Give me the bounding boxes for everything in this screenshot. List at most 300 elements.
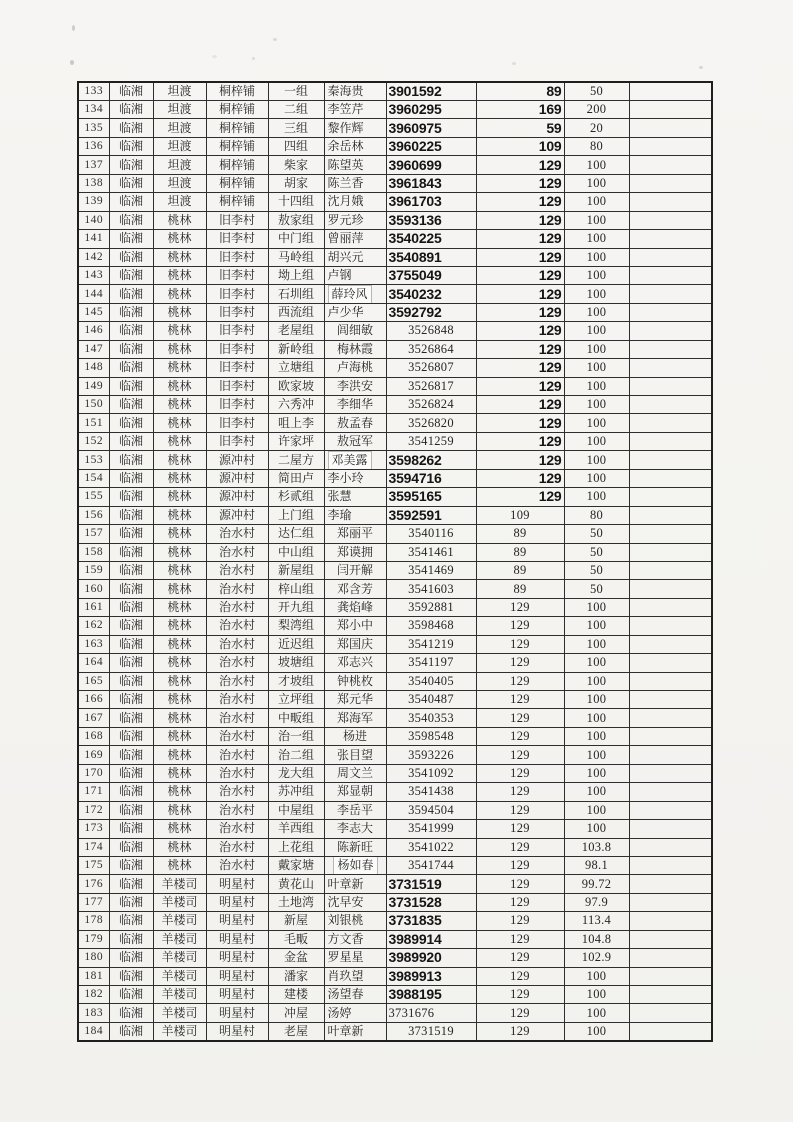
cell-group: 新屋 bbox=[268, 912, 324, 930]
cell-index: 154 bbox=[78, 469, 109, 487]
cell-amount2: 100 bbox=[564, 174, 629, 192]
cell-phone: 3598468 bbox=[386, 617, 476, 635]
cell-amount2: 50 bbox=[564, 543, 629, 561]
cell-county: 临湘 bbox=[109, 1004, 153, 1022]
cell-amount1: 89 bbox=[476, 561, 564, 579]
cell-county: 临湘 bbox=[109, 561, 153, 579]
cell-amount2: 100 bbox=[564, 617, 629, 635]
cell-town: 羊楼司 bbox=[153, 912, 206, 930]
cell-amount1: 129 bbox=[476, 414, 564, 432]
table-row bbox=[78, 801, 712, 819]
cell-village: 治水村 bbox=[206, 801, 268, 819]
cell-name: 秦海贵 bbox=[324, 82, 386, 101]
table-row bbox=[78, 469, 712, 487]
cell-empty bbox=[629, 764, 712, 782]
cell-group: 简田卢 bbox=[268, 469, 324, 487]
cell-county: 临湘 bbox=[109, 709, 153, 727]
cell-empty bbox=[629, 414, 712, 432]
cell-phone: 3960225 bbox=[386, 137, 476, 155]
cell-county: 临湘 bbox=[109, 193, 153, 211]
table-row bbox=[78, 543, 712, 561]
cell-name: 李岳平 bbox=[324, 801, 386, 819]
cell-county: 临湘 bbox=[109, 414, 153, 432]
cell-amount2: 102.9 bbox=[564, 949, 629, 967]
cell-group: 毛畈 bbox=[268, 930, 324, 948]
cell-phone: 3595165 bbox=[386, 488, 476, 506]
table-row bbox=[78, 396, 712, 414]
cell-phone: 3541999 bbox=[386, 820, 476, 838]
table-row bbox=[78, 248, 712, 266]
cell-amount2: 50 bbox=[564, 561, 629, 579]
cell-group: 中畈组 bbox=[268, 709, 324, 727]
cell-phone: 3961703 bbox=[386, 193, 476, 211]
cell-index: 146 bbox=[78, 322, 109, 340]
cell-town: 坦渡 bbox=[153, 119, 206, 137]
cell-group: 敖家组 bbox=[268, 211, 324, 229]
cell-empty bbox=[629, 506, 712, 524]
cell-village: 桐梓铺 bbox=[206, 174, 268, 192]
cell-group: 马岭组 bbox=[268, 248, 324, 266]
cell-town: 桃林 bbox=[153, 838, 206, 856]
cell-county: 临湘 bbox=[109, 488, 153, 506]
cell-name: 李细华 bbox=[324, 396, 386, 414]
cell-phone: 3731676 bbox=[386, 1004, 476, 1022]
cell-group: 上花组 bbox=[268, 838, 324, 856]
cell-phone: 3960975 bbox=[386, 119, 476, 137]
cell-amount1: 129 bbox=[476, 1022, 564, 1041]
cell-index: 172 bbox=[78, 801, 109, 819]
cell-county: 临湘 bbox=[109, 967, 153, 985]
cell-village: 旧李村 bbox=[206, 377, 268, 395]
cell-amount1: 129 bbox=[476, 746, 564, 764]
cell-amount2: 100 bbox=[564, 986, 629, 1004]
cell-amount1: 129 bbox=[476, 396, 564, 414]
cell-amount1: 129 bbox=[476, 340, 564, 358]
cell-index: 173 bbox=[78, 820, 109, 838]
cell-index: 162 bbox=[78, 617, 109, 635]
table-row bbox=[78, 635, 712, 653]
cell-amount2: 100 bbox=[564, 967, 629, 985]
cell-empty bbox=[629, 930, 712, 948]
cell-village: 旧李村 bbox=[206, 211, 268, 229]
table-row bbox=[78, 617, 712, 635]
cell-phone: 3526848 bbox=[386, 322, 476, 340]
cell-village: 治水村 bbox=[206, 856, 268, 874]
cell-amount2: 100 bbox=[564, 635, 629, 653]
cell-town: 羊楼司 bbox=[153, 949, 206, 967]
cell-index: 155 bbox=[78, 488, 109, 506]
cell-group: 龙大组 bbox=[268, 764, 324, 782]
cell-group: 金盆 bbox=[268, 949, 324, 967]
cell-empty bbox=[629, 359, 712, 377]
cell-phone: 3755049 bbox=[386, 266, 476, 284]
cell-name: 黎作辉 bbox=[324, 119, 386, 137]
table-row bbox=[78, 322, 712, 340]
cell-empty bbox=[629, 137, 712, 155]
cell-village: 治水村 bbox=[206, 764, 268, 782]
cell-amount1: 129 bbox=[476, 967, 564, 985]
cell-amount2: 100 bbox=[564, 746, 629, 764]
cell-county: 临湘 bbox=[109, 82, 153, 101]
cell-amount2: 100 bbox=[564, 156, 629, 174]
cell-county: 临湘 bbox=[109, 211, 153, 229]
cell-county: 临湘 bbox=[109, 174, 153, 192]
cell-village: 治水村 bbox=[206, 691, 268, 709]
cell-town: 桃林 bbox=[153, 561, 206, 579]
cell-index: 153 bbox=[78, 451, 109, 469]
cell-phone: 3540353 bbox=[386, 709, 476, 727]
cell-amount1: 89 bbox=[476, 580, 564, 598]
cell-phone: 3731835 bbox=[386, 912, 476, 930]
cell-town: 桃林 bbox=[153, 635, 206, 653]
cell-name: 敖孟春 bbox=[324, 414, 386, 432]
cell-empty bbox=[629, 543, 712, 561]
cell-phone: 3592792 bbox=[386, 303, 476, 321]
cell-group: 二组 bbox=[268, 101, 324, 119]
cell-town: 坦渡 bbox=[153, 82, 206, 101]
table-row bbox=[78, 193, 712, 211]
cell-name: 叶章新 bbox=[324, 1022, 386, 1041]
cell-group: 开九组 bbox=[268, 598, 324, 616]
cell-empty bbox=[629, 174, 712, 192]
cell-county: 临湘 bbox=[109, 469, 153, 487]
cell-town: 桃林 bbox=[153, 451, 206, 469]
cell-amount1: 129 bbox=[476, 949, 564, 967]
cell-village: 旧李村 bbox=[206, 230, 268, 248]
cell-amount2: 100 bbox=[564, 414, 629, 432]
cell-group: 四组 bbox=[268, 137, 324, 155]
cell-empty bbox=[629, 598, 712, 616]
cell-index: 148 bbox=[78, 359, 109, 377]
cell-group: 中屋组 bbox=[268, 801, 324, 819]
table-row bbox=[78, 506, 712, 524]
cell-empty bbox=[629, 451, 712, 469]
cell-empty bbox=[629, 912, 712, 930]
cell-town: 桃林 bbox=[153, 783, 206, 801]
cell-group: 老屋组 bbox=[268, 322, 324, 340]
cell-name: 邓含芳 bbox=[324, 580, 386, 598]
cell-village: 旧李村 bbox=[206, 359, 268, 377]
cell-amount2: 100 bbox=[564, 211, 629, 229]
cell-index: 149 bbox=[78, 377, 109, 395]
cell-empty bbox=[629, 432, 712, 450]
cell-amount1: 129 bbox=[476, 617, 564, 635]
cell-county: 临湘 bbox=[109, 119, 153, 137]
cell-index: 135 bbox=[78, 119, 109, 137]
cell-group: 梓山组 bbox=[268, 580, 324, 598]
cell-name: 余岳林 bbox=[324, 137, 386, 155]
cell-county: 临湘 bbox=[109, 359, 153, 377]
cell-group: 杉贰组 bbox=[268, 488, 324, 506]
cell-village: 源冲村 bbox=[206, 488, 268, 506]
cell-county: 临湘 bbox=[109, 101, 153, 119]
cell-amount2: 100 bbox=[564, 691, 629, 709]
cell-county: 临湘 bbox=[109, 783, 153, 801]
cell-town: 桃林 bbox=[153, 654, 206, 672]
cell-county: 临湘 bbox=[109, 580, 153, 598]
highlighted-name: 薛玲风 bbox=[329, 286, 371, 303]
cell-phone: 3541603 bbox=[386, 580, 476, 598]
cell-amount1: 129 bbox=[476, 193, 564, 211]
cell-group: 新屋组 bbox=[268, 561, 324, 579]
table-row bbox=[78, 820, 712, 838]
cell-group: 立塘组 bbox=[268, 359, 324, 377]
cell-amount1: 129 bbox=[476, 266, 564, 284]
cell-name: 杨进 bbox=[324, 727, 386, 745]
cell-amount1: 129 bbox=[476, 174, 564, 192]
cell-amount2: 100 bbox=[564, 1004, 629, 1022]
cell-empty bbox=[629, 727, 712, 745]
cell-amount2: 50 bbox=[564, 82, 629, 101]
cell-town: 桃林 bbox=[153, 820, 206, 838]
cell-amount1: 129 bbox=[476, 377, 564, 395]
cell-empty bbox=[629, 875, 712, 893]
cell-name: 陈新旺 bbox=[324, 838, 386, 856]
cell-amount2: 50 bbox=[564, 580, 629, 598]
table-row bbox=[78, 967, 712, 985]
cell-phone: 3541469 bbox=[386, 561, 476, 579]
cell-amount2: 100 bbox=[564, 248, 629, 266]
cell-phone: 3526864 bbox=[386, 340, 476, 358]
cell-empty bbox=[629, 635, 712, 653]
cell-county: 临湘 bbox=[109, 1022, 153, 1041]
cell-index: 143 bbox=[78, 266, 109, 284]
cell-county: 临湘 bbox=[109, 377, 153, 395]
cell-index: 138 bbox=[78, 174, 109, 192]
cell-empty bbox=[629, 377, 712, 395]
cell-town: 桃林 bbox=[153, 266, 206, 284]
cell-empty bbox=[629, 101, 712, 119]
cell-index: 174 bbox=[78, 838, 109, 856]
cell-empty bbox=[629, 396, 712, 414]
table-row bbox=[78, 340, 712, 358]
cell-amount1: 129 bbox=[476, 230, 564, 248]
cell-village: 明星村 bbox=[206, 893, 268, 911]
cell-empty bbox=[629, 248, 712, 266]
cell-village: 治水村 bbox=[206, 598, 268, 616]
cell-phone: 3541461 bbox=[386, 543, 476, 561]
cell-phone: 3526824 bbox=[386, 396, 476, 414]
cell-county: 临湘 bbox=[109, 930, 153, 948]
cell-name: 李洪安 bbox=[324, 377, 386, 395]
cell-index: 164 bbox=[78, 654, 109, 672]
cell-village: 旧李村 bbox=[206, 340, 268, 358]
cell-empty bbox=[629, 82, 712, 101]
cell-index: 175 bbox=[78, 856, 109, 874]
cell-town: 桃林 bbox=[153, 764, 206, 782]
cell-index: 140 bbox=[78, 211, 109, 229]
cell-empty bbox=[629, 1004, 712, 1022]
table-row bbox=[78, 266, 712, 284]
cell-index: 139 bbox=[78, 193, 109, 211]
cell-village: 明星村 bbox=[206, 912, 268, 930]
cell-amount1: 89 bbox=[476, 82, 564, 101]
cell-amount2: 100 bbox=[564, 672, 629, 690]
cell-group: 苏冲组 bbox=[268, 783, 324, 801]
cell-group: 三组 bbox=[268, 119, 324, 137]
cell-amount1: 169 bbox=[476, 101, 564, 119]
cell-name: 周文兰 bbox=[324, 764, 386, 782]
cell-index: 183 bbox=[78, 1004, 109, 1022]
cell-amount2: 200 bbox=[564, 101, 629, 119]
cell-group: 黄花山 bbox=[268, 875, 324, 893]
cell-group: 二屋方 bbox=[268, 451, 324, 469]
cell-empty bbox=[629, 967, 712, 985]
cell-index: 142 bbox=[78, 248, 109, 266]
cell-group: 建楼 bbox=[268, 986, 324, 1004]
cell-village: 源冲村 bbox=[206, 451, 268, 469]
table-row bbox=[78, 525, 712, 543]
cell-name: 敖冠军 bbox=[324, 432, 386, 450]
cell-index: 150 bbox=[78, 396, 109, 414]
cell-phone: 3540891 bbox=[386, 248, 476, 266]
cell-amount1: 129 bbox=[476, 211, 564, 229]
table-row bbox=[78, 893, 712, 911]
cell-village: 明星村 bbox=[206, 949, 268, 967]
cell-village: 桐梓铺 bbox=[206, 156, 268, 174]
cell-group: 柴家 bbox=[268, 156, 324, 174]
table-row bbox=[78, 285, 712, 303]
cell-village: 旧李村 bbox=[206, 322, 268, 340]
scan-smudge bbox=[273, 38, 277, 41]
cell-amount1: 129 bbox=[476, 912, 564, 930]
cell-empty bbox=[629, 654, 712, 672]
cell-name: 郑元华 bbox=[324, 691, 386, 709]
cell-name: 刘银桃 bbox=[324, 912, 386, 930]
table-row bbox=[78, 82, 712, 101]
cell-empty bbox=[629, 193, 712, 211]
cell-name: 曾丽萍 bbox=[324, 230, 386, 248]
cell-group: 西流组 bbox=[268, 303, 324, 321]
cell-empty bbox=[629, 691, 712, 709]
cell-phone: 3541219 bbox=[386, 635, 476, 653]
cell-group: 上门组 bbox=[268, 506, 324, 524]
cell-village: 治水村 bbox=[206, 727, 268, 745]
cell-empty bbox=[629, 561, 712, 579]
cell-amount1: 129 bbox=[476, 672, 564, 690]
cell-phone: 3901592 bbox=[386, 82, 476, 101]
cell-village: 源冲村 bbox=[206, 469, 268, 487]
cell-county: 临湘 bbox=[109, 322, 153, 340]
cell-index: 152 bbox=[78, 432, 109, 450]
cell-county: 临湘 bbox=[109, 727, 153, 745]
table-row bbox=[78, 156, 712, 174]
cell-amount2: 100 bbox=[564, 285, 629, 303]
cell-phone: 3594504 bbox=[386, 801, 476, 819]
scanned-sheet bbox=[77, 81, 713, 1042]
cell-amount2: 113.4 bbox=[564, 912, 629, 930]
cell-index: 151 bbox=[78, 414, 109, 432]
cell-name: 李志大 bbox=[324, 820, 386, 838]
scan-smudge bbox=[512, 62, 516, 65]
cell-county: 临湘 bbox=[109, 838, 153, 856]
cell-phone: 3731528 bbox=[386, 893, 476, 911]
cell-name: 罗星星 bbox=[324, 949, 386, 967]
cell-name: 罗元珍 bbox=[324, 211, 386, 229]
cell-town: 桃林 bbox=[153, 598, 206, 616]
cell-amount2: 80 bbox=[564, 506, 629, 524]
cell-town: 羊楼司 bbox=[153, 875, 206, 893]
cell-empty bbox=[629, 893, 712, 911]
cell-group: 十四组 bbox=[268, 193, 324, 211]
cell-amount1: 129 bbox=[476, 930, 564, 948]
cell-index: 136 bbox=[78, 137, 109, 155]
cell-town: 桃林 bbox=[153, 580, 206, 598]
cell-amount2: 20 bbox=[564, 119, 629, 137]
cell-town: 羊楼司 bbox=[153, 986, 206, 1004]
cell-name: 卢少华 bbox=[324, 303, 386, 321]
cell-town: 坦渡 bbox=[153, 156, 206, 174]
cell-name: 钟桃枚 bbox=[324, 672, 386, 690]
cell-amount1: 129 bbox=[476, 875, 564, 893]
cell-town: 羊楼司 bbox=[153, 967, 206, 985]
cell-group: 才坡组 bbox=[268, 672, 324, 690]
cell-index: 134 bbox=[78, 101, 109, 119]
cell-empty bbox=[629, 266, 712, 284]
cell-amount2: 103.8 bbox=[564, 838, 629, 856]
cell-name: 陈望英 bbox=[324, 156, 386, 174]
cell-name: 郑国庆 bbox=[324, 635, 386, 653]
cell-amount1: 129 bbox=[476, 359, 564, 377]
cell-phone: 3541092 bbox=[386, 764, 476, 782]
cell-county: 临湘 bbox=[109, 691, 153, 709]
cell-group: 近迟组 bbox=[268, 635, 324, 653]
table-row bbox=[78, 451, 712, 469]
highlighted-name: 杨如春 bbox=[334, 857, 376, 874]
cell-phone: 3988195 bbox=[386, 986, 476, 1004]
table-row bbox=[78, 580, 712, 598]
cell-empty bbox=[629, 211, 712, 229]
cell-amount2: 99.72 bbox=[564, 875, 629, 893]
cell-town: 桃林 bbox=[153, 801, 206, 819]
cell-index: 147 bbox=[78, 340, 109, 358]
cell-empty bbox=[629, 709, 712, 727]
cell-phone: 3598548 bbox=[386, 727, 476, 745]
cell-town: 羊楼司 bbox=[153, 1004, 206, 1022]
cell-group: 治一组 bbox=[268, 727, 324, 745]
cell-name: 张目望 bbox=[324, 746, 386, 764]
cell-empty bbox=[629, 340, 712, 358]
cell-name: 郑海军 bbox=[324, 709, 386, 727]
cell-amount1: 129 bbox=[476, 801, 564, 819]
beneficiary-table bbox=[77, 81, 713, 1042]
cell-group: 老屋 bbox=[268, 1022, 324, 1041]
cell-empty bbox=[629, 986, 712, 1004]
cell-amount2: 100 bbox=[564, 469, 629, 487]
cell-phone: 3540487 bbox=[386, 691, 476, 709]
cell-town: 坦渡 bbox=[153, 101, 206, 119]
cell-empty bbox=[629, 1022, 712, 1041]
cell-town: 桃林 bbox=[153, 543, 206, 561]
cell-amount1: 129 bbox=[476, 764, 564, 782]
cell-group: 石圳组 bbox=[268, 285, 324, 303]
cell-amount1: 129 bbox=[476, 248, 564, 266]
cell-village: 治水村 bbox=[206, 543, 268, 561]
cell-village: 治水村 bbox=[206, 709, 268, 727]
cell-index: 169 bbox=[78, 746, 109, 764]
cell-empty bbox=[629, 230, 712, 248]
cell-name: 郑丽平 bbox=[324, 525, 386, 543]
cell-index: 133 bbox=[78, 82, 109, 101]
cell-town: 桃林 bbox=[153, 709, 206, 727]
cell-town: 桃林 bbox=[153, 617, 206, 635]
cell-amount2: 98.1 bbox=[564, 856, 629, 874]
cell-town: 桃林 bbox=[153, 303, 206, 321]
cell-name: 汤望春 bbox=[324, 986, 386, 1004]
cell-phone: 3540405 bbox=[386, 672, 476, 690]
cell-village: 明星村 bbox=[206, 986, 268, 1004]
cell-town: 桃林 bbox=[153, 211, 206, 229]
